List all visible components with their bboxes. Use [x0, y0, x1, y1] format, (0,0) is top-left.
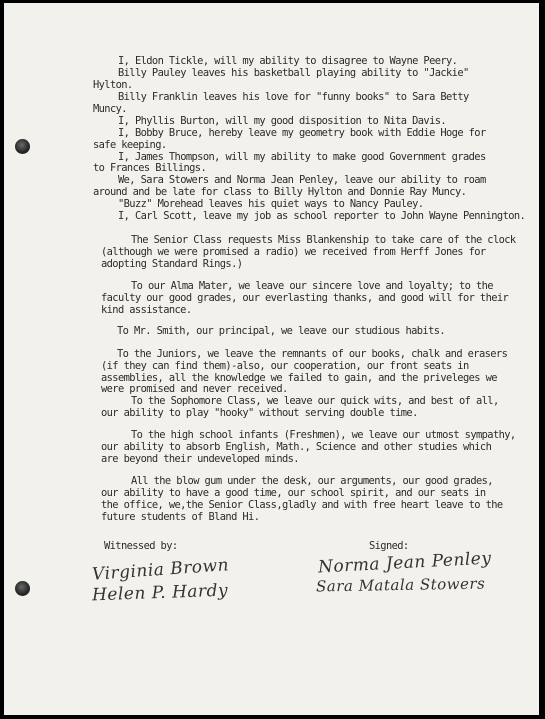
text-line: To the high school infants (Freshmen), we leave our utmost sympathy,	[131, 429, 516, 441]
text-line: our ability to play "hooky" without serving double time.	[101, 407, 418, 419]
text-line: To our Alma Mater, we leave our sincere love and loyalty; to the	[131, 280, 493, 292]
text-line: All the blow gum under the desk, our arguments, our good grades,	[131, 475, 493, 487]
document-body	[4, 3, 539, 715]
class-signature: Sara Matala Stowers	[315, 574, 486, 596]
text-line: around and be late for class to Billy Hylton and Donnie Ray Muncy.	[93, 186, 467, 198]
text-line: are beyond their undeveloped minds.	[101, 453, 299, 465]
text-line: "Buzz" Morehead leaves his quiet ways to Nancy Pauley.	[118, 198, 424, 210]
text-line: (although we were promised a radio) we received from Herff Jones for	[101, 246, 486, 258]
text-line: I, Phyllis Burton, will my good disposition to Nita Davis.	[118, 115, 447, 127]
text-line: I, Carl Scott, leave my job as school reporter to John Wayne Pennington.	[118, 210, 526, 222]
witnessed-label: Witnessed by:	[104, 540, 178, 552]
text-line: I, Bobby Bruce, hereby leave my geometry book with Eddie Hoge for	[118, 127, 486, 139]
text-line: Billy Pauley leaves his basketball playing ability to "Jackie"	[118, 67, 469, 79]
text-line: were promised and never received.	[101, 383, 288, 395]
text-line: safe keeping.	[93, 139, 167, 151]
signed-label: Signed:	[369, 540, 409, 552]
text-line: the office, we,the Senior Class,gladly and with free heart leave to the	[101, 499, 503, 511]
text-line: To Mr. Smith, our principal, we leave our studious habits.	[117, 325, 446, 337]
text-line: (if they can find them)-also, our cooperation, our front seats in	[101, 360, 469, 372]
text-line: faculty our good grades, our everlasting thanks, and good will for their	[101, 292, 509, 304]
document-page	[4, 3, 539, 715]
text-line: The Senior Class requests Miss Blankenship to take care of the clock	[131, 234, 516, 246]
text-line: Hylton.	[93, 79, 133, 91]
class-signature: Norma Jean Penley	[317, 548, 492, 578]
text-line: To the Juniors, we leave the remnants of our books, chalk and erasers	[117, 348, 508, 360]
text-line: to Frances Billings.	[93, 162, 207, 174]
text-line: I, Eldon Tickle, will my ability to disagree to Wayne Peery.	[118, 55, 458, 67]
text-line: To the Sophomore Class, we leave our quick wits, and best of all,	[131, 395, 499, 407]
text-line: assemblies, all the knowledge we failed to gain, and the priveleges we	[101, 372, 497, 384]
text-line: kind assistance.	[101, 304, 192, 316]
text-line: I, James Thompson, will my ability to make good Government grades	[118, 151, 486, 163]
text-line: Muncy.	[93, 103, 127, 115]
text-line: our ability to absorb English, Math., Science and other studies which	[101, 441, 492, 453]
text-line: We, Sara Stowers and Norma Jean Penley, leave our ability to roam	[118, 174, 486, 186]
text-line: adopting Standard Rings.)	[101, 258, 243, 270]
text-line: our ability to have a good time, our school spirit, and our seats in	[101, 487, 486, 499]
witness-signature: Helen P. Hardy	[91, 580, 229, 606]
text-line: Billy Franklin leaves his love for "funny books" to Sara Betty	[118, 91, 469, 103]
text-line: future students of Bland Hi.	[101, 511, 260, 523]
witness-signature: Virginia Brown	[91, 555, 230, 585]
